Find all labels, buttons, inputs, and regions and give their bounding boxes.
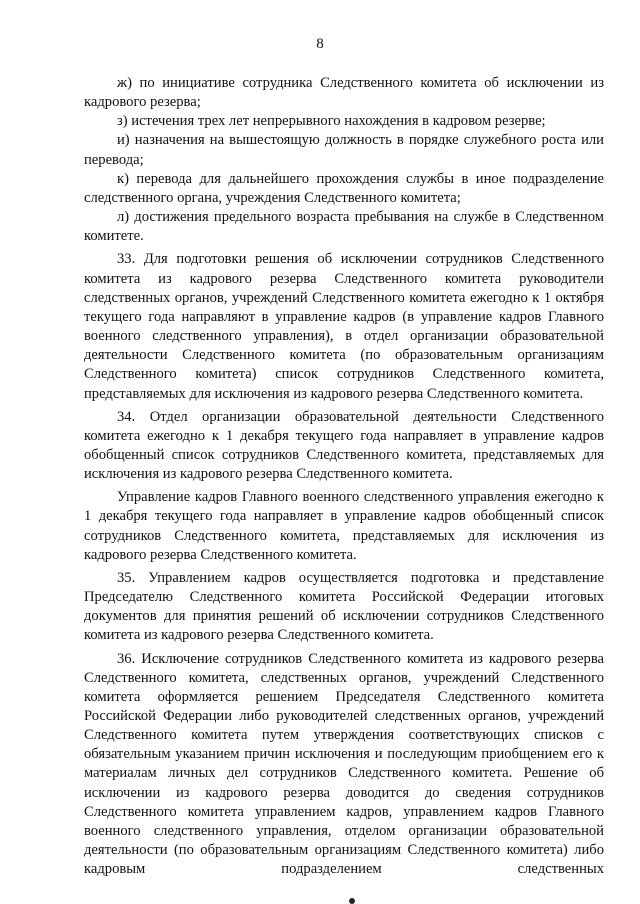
paragraph-34-continued: Управление кадров Главного военного следственного управления ежегодно к 1 декабря текущего года направляет в управление кадров обобщенный список сотрудников Следственного комитета, представляемых для исключения из кадрового резерва Следственного комитета. <box>84 489 604 563</box>
paragraph-item-z: з) истечения трех лет непрерывного нахождения в кадровом резерве; <box>117 113 546 130</box>
page-number: 8 <box>316 36 324 52</box>
paragraph-34: 34. Отдел организации образовательной деятельности Следственного комитета ежегодно к 1 декабря текущего года направляет в управление кадров обобщенный список сотрудников Следственного комитета, представляемых для исключения из кадрового резерва Следственного комитета. <box>84 408 604 483</box>
document-body <box>84 74 604 879</box>
paragraph-item-zh: ж) по инициативе сотрудника Следственного комитета об исключении из кадрового резерва; <box>84 75 604 111</box>
paragraph-35: 35. Управлением кадров осуществляется подготовка и представление Председателю Следственного комитета Российской Федерации итоговых документов для принятия решений об исключении сотрудников Следственного комитета из кадрового резерва Следственного комитета. <box>84 569 604 644</box>
paragraph-33: 33. Для подготовки решения об исключении сотрудников Следственного комитета из кадрового резерва Следственного комитета руководители следственных органов, учреждений Следственного комитета ежегодно к 1 октября текущего года направляют в управление кадров (в управление кадров Главного военного следственного управления), в отдел организации образовательной деятельности Следственного комитета (по образовательным организациям Следственного комитета) список сотрудников Следственного комитета, представляемых для исключения из кадрового резерва Следственного комитета. <box>84 251 604 402</box>
paragraph-item-k: к) перевода для дальнейшего прохождения службы в иное подразделение следственного органа, учреждения Следственного комитета; <box>84 170 604 206</box>
scan-artifact-dot <box>349 898 355 904</box>
paragraph-36: 36. Исключение сотрудников Следственного комитета из кадрового резерва Следственного комитета, следственных органов, учреждений Следственного комитета оформляется решением Председателя Следственного комитета Российской Федерации либо руководителей следственных органов, учреждений Следственного комитета путем утверждения соответствующих списков с обязательным указанием причин исключения и последующим приобщением его к материалам личных дел сотрудников Следственного комитета. Решение об исключении из кадрового резерва доводится до сведения сотрудников Следственного комитета управлением кадров, управлением кадров Главного военного следственного управления, отделом организации образовательной деятельности (по образовательным организациям Следственного комитета) либо кадровым подразделением следственных <box>84 650 604 878</box>
paragraph-item-i: и) назначения на вышестоящую должность в порядке служебного роста или перевода; <box>84 132 604 168</box>
paragraph-item-l: л) достижения предельного возраста пребывания на службе в Следственном комитете. <box>84 209 604 245</box>
